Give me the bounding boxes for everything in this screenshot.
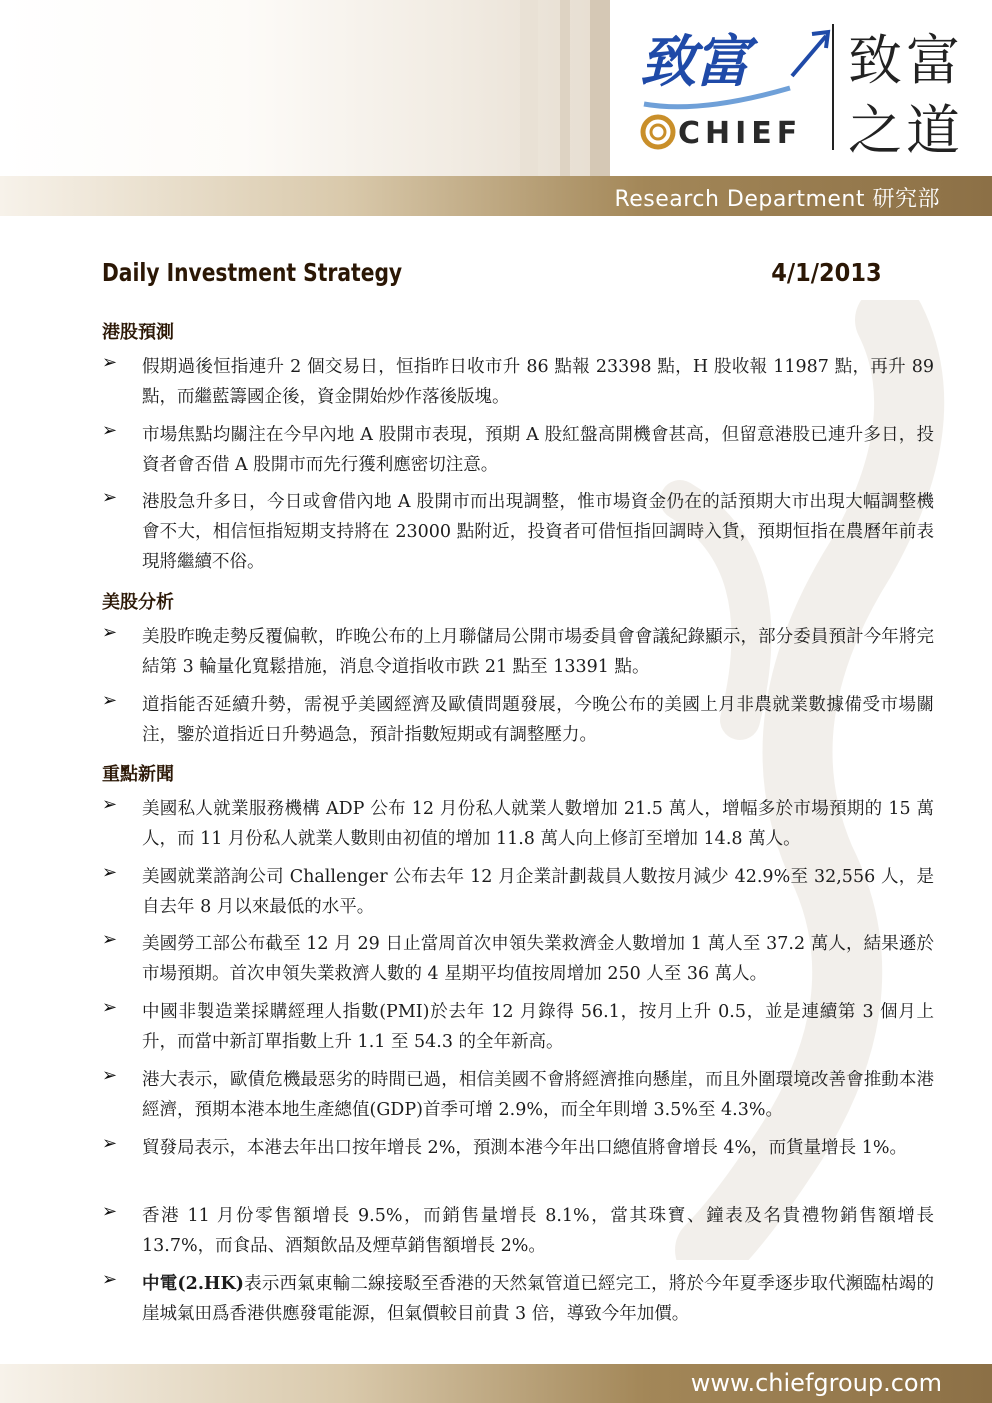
list-item-rest: 表示西氣東輸二線接駁至香港的天然氣管道已經完工，將於今年夏季逐步取代瀕臨枯竭的崖城氣田爲香港供應發電能源，但氣價較目前貴 3 倍，導致今年加價。 — [142, 1274, 935, 1324]
logo-swoosh-icon — [640, 84, 800, 114]
bullet-arrow-icon: ➢ — [102, 1201, 118, 1222]
logo-cn-line1: 致富 — [848, 29, 964, 92]
bullet-arrow-icon: ➢ — [102, 352, 118, 373]
section-heading-key-news: 重點新聞 — [102, 764, 174, 785]
company-logo[interactable] — [640, 18, 970, 168]
company-ticker: 中電(2.HK) — [142, 1274, 244, 1294]
bullet-arrow-icon: ➢ — [102, 1133, 118, 1154]
list-item-text: 美國就業諮詢公司 Challenger 公布去年 12 月企業計劃裁員人數按月減少 42.9%至 32,556 人，是自去年 8 月以來最低的水平。 — [142, 867, 934, 917]
list-item-text: 市場焦點均關注在今早內地 A 股開市表現，預期 A 股紅盤高開機會甚高，但留意港股已連升多日，投資者會否借 A 股開市而先行獲利應密切注意。 — [142, 425, 934, 475]
bullet-arrow-icon: ➢ — [102, 1269, 118, 1290]
list-item-text: 港股急升多日，今日或會借內地 A 股開市而出現調整，惟市場資金仍在的話預期大市出現大幅調整機會不大，相信恒指短期支持將在 23000 點附近，投資者可借恒指回調時入貨，預期恒指在農曆年前表現將繼續不俗。 — [142, 492, 934, 572]
header-stripe — [520, 0, 538, 176]
header-stripe — [590, 0, 610, 176]
logo-mark-icon — [640, 114, 676, 150]
list-item-text: 香港 11 月份零售額增長 9.5%，而銷售量增長 8.1%，當其珠寶、鐘表及名貴禮物銷售額增長 13.7%，而食品、酒類飲品及煙草銷售額增長 2%。 — [142, 1206, 934, 1256]
bullet-arrow-icon: ➢ — [102, 794, 118, 815]
footer-website-link[interactable]: www.chiefgroup.com — [690, 1369, 942, 1397]
list-item-text: 美股昨晚走勢反覆偏軟，昨晚公布的上月聯儲局公開市場委員會會議紀錄顯示，部分委員預計今年將完結第 3 輪量化寬鬆措施，消息令道指收市跌 21 點至 13391 點。 — [142, 627, 934, 677]
section-heading-hk-forecast: 港股預測 — [102, 322, 174, 343]
list-item-text: 貿發局表示，本港去年出口按年增長 2%，預測本港今年出口總值將會增長 4%，而貨量增長 1%。 — [142, 1138, 907, 1158]
logo-brand-text: CHIEF — [678, 116, 803, 151]
list-item-text: 美國私人就業服務機構 ADP 公布 12 月份私人就業人數增加 21.5 萬人，增幅多於市場預期的 15 萬人，而 11 月份私人就業人數則由初值的增加 11.8 萬人向上修訂至增加 14.8 萬人。 — [142, 799, 934, 849]
bullet-arrow-icon: ➢ — [102, 1065, 118, 1086]
logo-cn-line2: 之道 — [848, 99, 964, 162]
department-label: Research Department 研究部 — [614, 187, 940, 212]
bullet-arrow-icon: ➢ — [102, 862, 118, 883]
logo-arrow-icon — [790, 28, 832, 78]
bullet-arrow-icon: ➢ — [102, 487, 118, 508]
bullet-arrow-icon: ➢ — [102, 929, 118, 950]
list-item-text: 港大表示，歐債危機最惡劣的時間已過，相信美國不會將經濟推向懸崖，而且外圍環境改善會推動本港經濟，預期本港本地生產總值(GDP)首季可增 2.9%，而全年則增 3.5%至 4.3%。 — [142, 1070, 934, 1120]
header-background — [0, 0, 610, 176]
list-item-text — [142, 1269, 934, 1329]
logo-script-text: 致富 — [640, 29, 748, 95]
section-heading-us-analysis: 美股分析 — [102, 592, 174, 613]
bullet-arrow-icon: ➢ — [102, 622, 118, 643]
list-item-text: 美國勞工部公布截至 12 月 29 日止當周首次申領失業救濟金人數增加 1 萬人至 37.2 萬人，結果遜於市場預期。首次申領失業救濟人數的 4 星期平均值按周增加 250 人至 36 萬人。 — [142, 934, 934, 984]
bullet-arrow-icon: ➢ — [102, 997, 118, 1018]
logo-divider — [832, 24, 834, 150]
list-item-text: 道指能否延續升勢，需視乎美國經濟及歐債問題發展，今晚公布的美國上月非農就業數據備受市場關注，鑒於道指近日升勢過急，預計指數短期或有調整壓力。 — [142, 695, 934, 745]
list-item-text: 中國非製造業採購經理人指數(PMI)於去年 12 月錄得 56.1，按月上升 0.5，並是連續第 3 個月上升，而當中新訂單指數上升 1.1 至 54.3 的全年新高。 — [142, 1002, 934, 1052]
bullet-arrow-icon: ➢ — [102, 690, 118, 711]
header-stripe — [560, 0, 570, 176]
page-title: Daily Investment Strategy — [102, 258, 403, 287]
report-date: 4/1/2013 — [771, 258, 882, 287]
list-item-text: 假期過後恒指連升 2 個交易日，恒指昨日收市升 86 點報 23398 點，H 股收報 11987 點，再升 89 點，而繼藍籌國企後，資金開始炒作落後版塊。 — [142, 357, 934, 407]
bullet-arrow-icon: ➢ — [102, 420, 118, 441]
